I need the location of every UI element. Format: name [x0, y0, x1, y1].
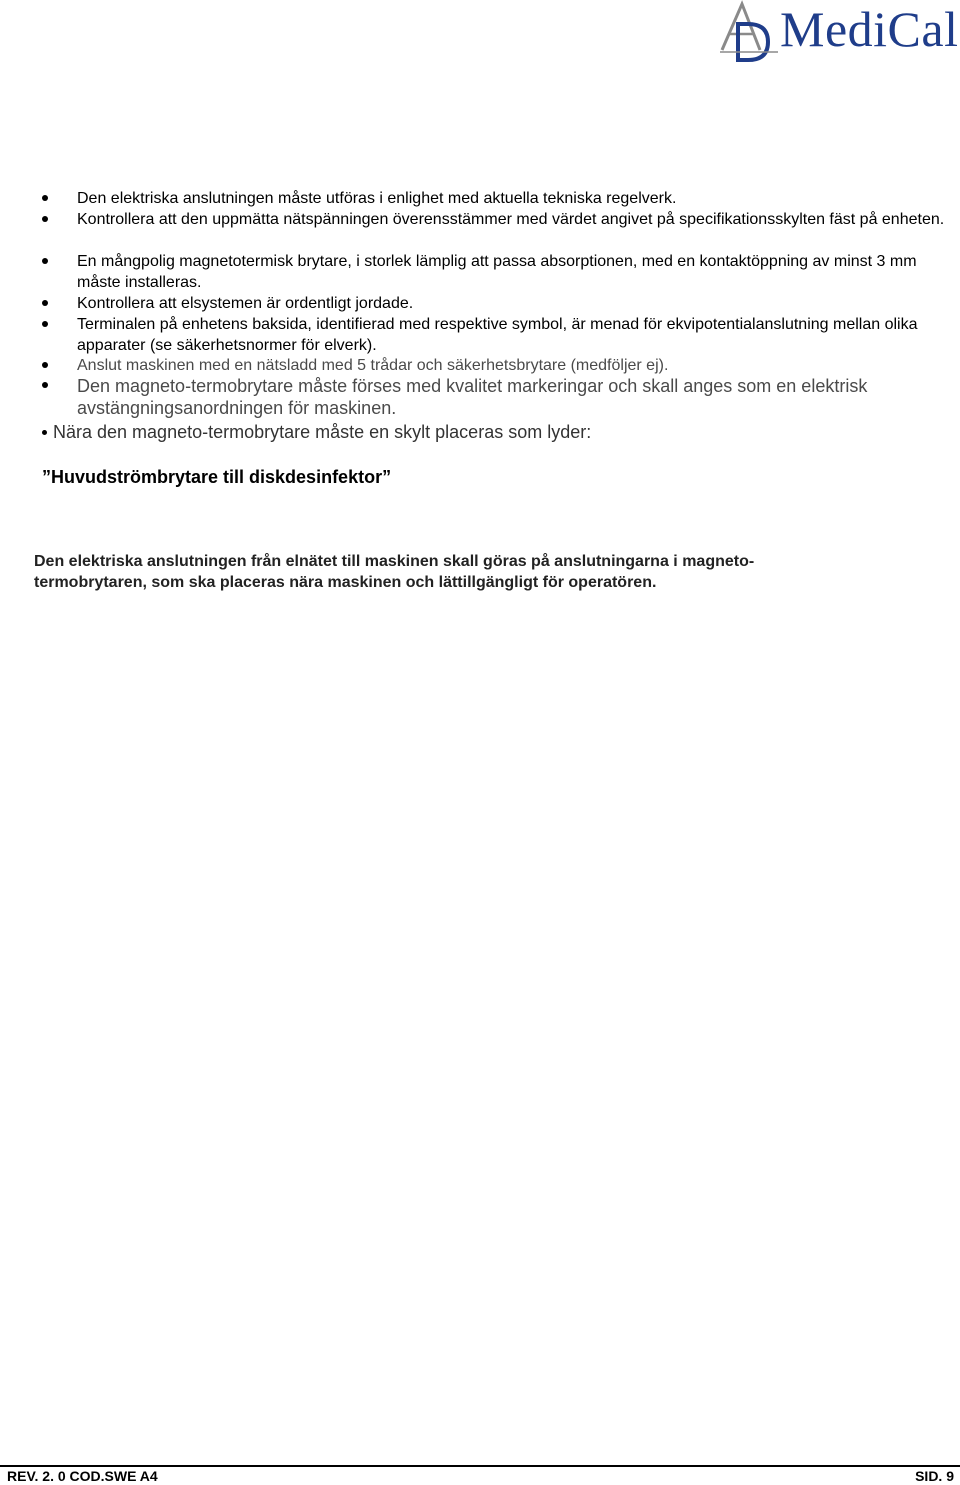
- sign-intro: Nära den magneto-termobrytare måste en skylt placeras som lyder:: [53, 422, 592, 442]
- list-item: Den magneto-termobrytare måste förses med kvalitet markeringar och skall anges som en elektrisk avstängningsanordningen för maskinen.: [77, 375, 949, 419]
- company-logo: [716, 0, 959, 64]
- footer-page-number: SID. 9: [915, 1468, 954, 1484]
- list-item: Terminalen på enhetens baksida, identifierad med respektive symbol, är menad för ekvipotentialanslutning mellan olika apparater (se säkerhetsnormer för elverk).: [77, 314, 949, 356]
- list-item: Kontrollera att elsystemen är ordentligt jordade.: [77, 293, 949, 314]
- list-item: Kontrollera att den uppmätta nätspänningen överensstämmer med värdet angivet på specifikationsskylten fäst på enheten.: [77, 209, 949, 230]
- logo-wordmark: MediCal: [780, 1, 959, 57]
- footer-divider: [0, 1465, 960, 1467]
- list-item: Den elektriska anslutningen måste utföras i enlighet med aktuella tekniska regelverk.: [77, 188, 949, 209]
- connection-note: Den elektriska anslutningen från elnätet till maskinen skall göras på anslutningarna i magneto-termobrytaren, som ska placeras nära maskinen och lättillgängligt för operatören.: [34, 553, 755, 591]
- sign-text: ”Huvudströmbrytare till diskdesinfektor”: [42, 467, 392, 487]
- list-item: Anslut maskinen med en nätsladd med 5 trådar och säkerhetsbrytare (medföljer ej).: [77, 355, 949, 376]
- footer-revision: REV. 2. 0 COD.SWE A4: [7, 1468, 158, 1484]
- list-item: En mångpolig magnetotermisk brytare, i storlek lämplig att passa absorptionen, med en kontaktöppning av minst 3 mm måste installeras.: [77, 251, 949, 293]
